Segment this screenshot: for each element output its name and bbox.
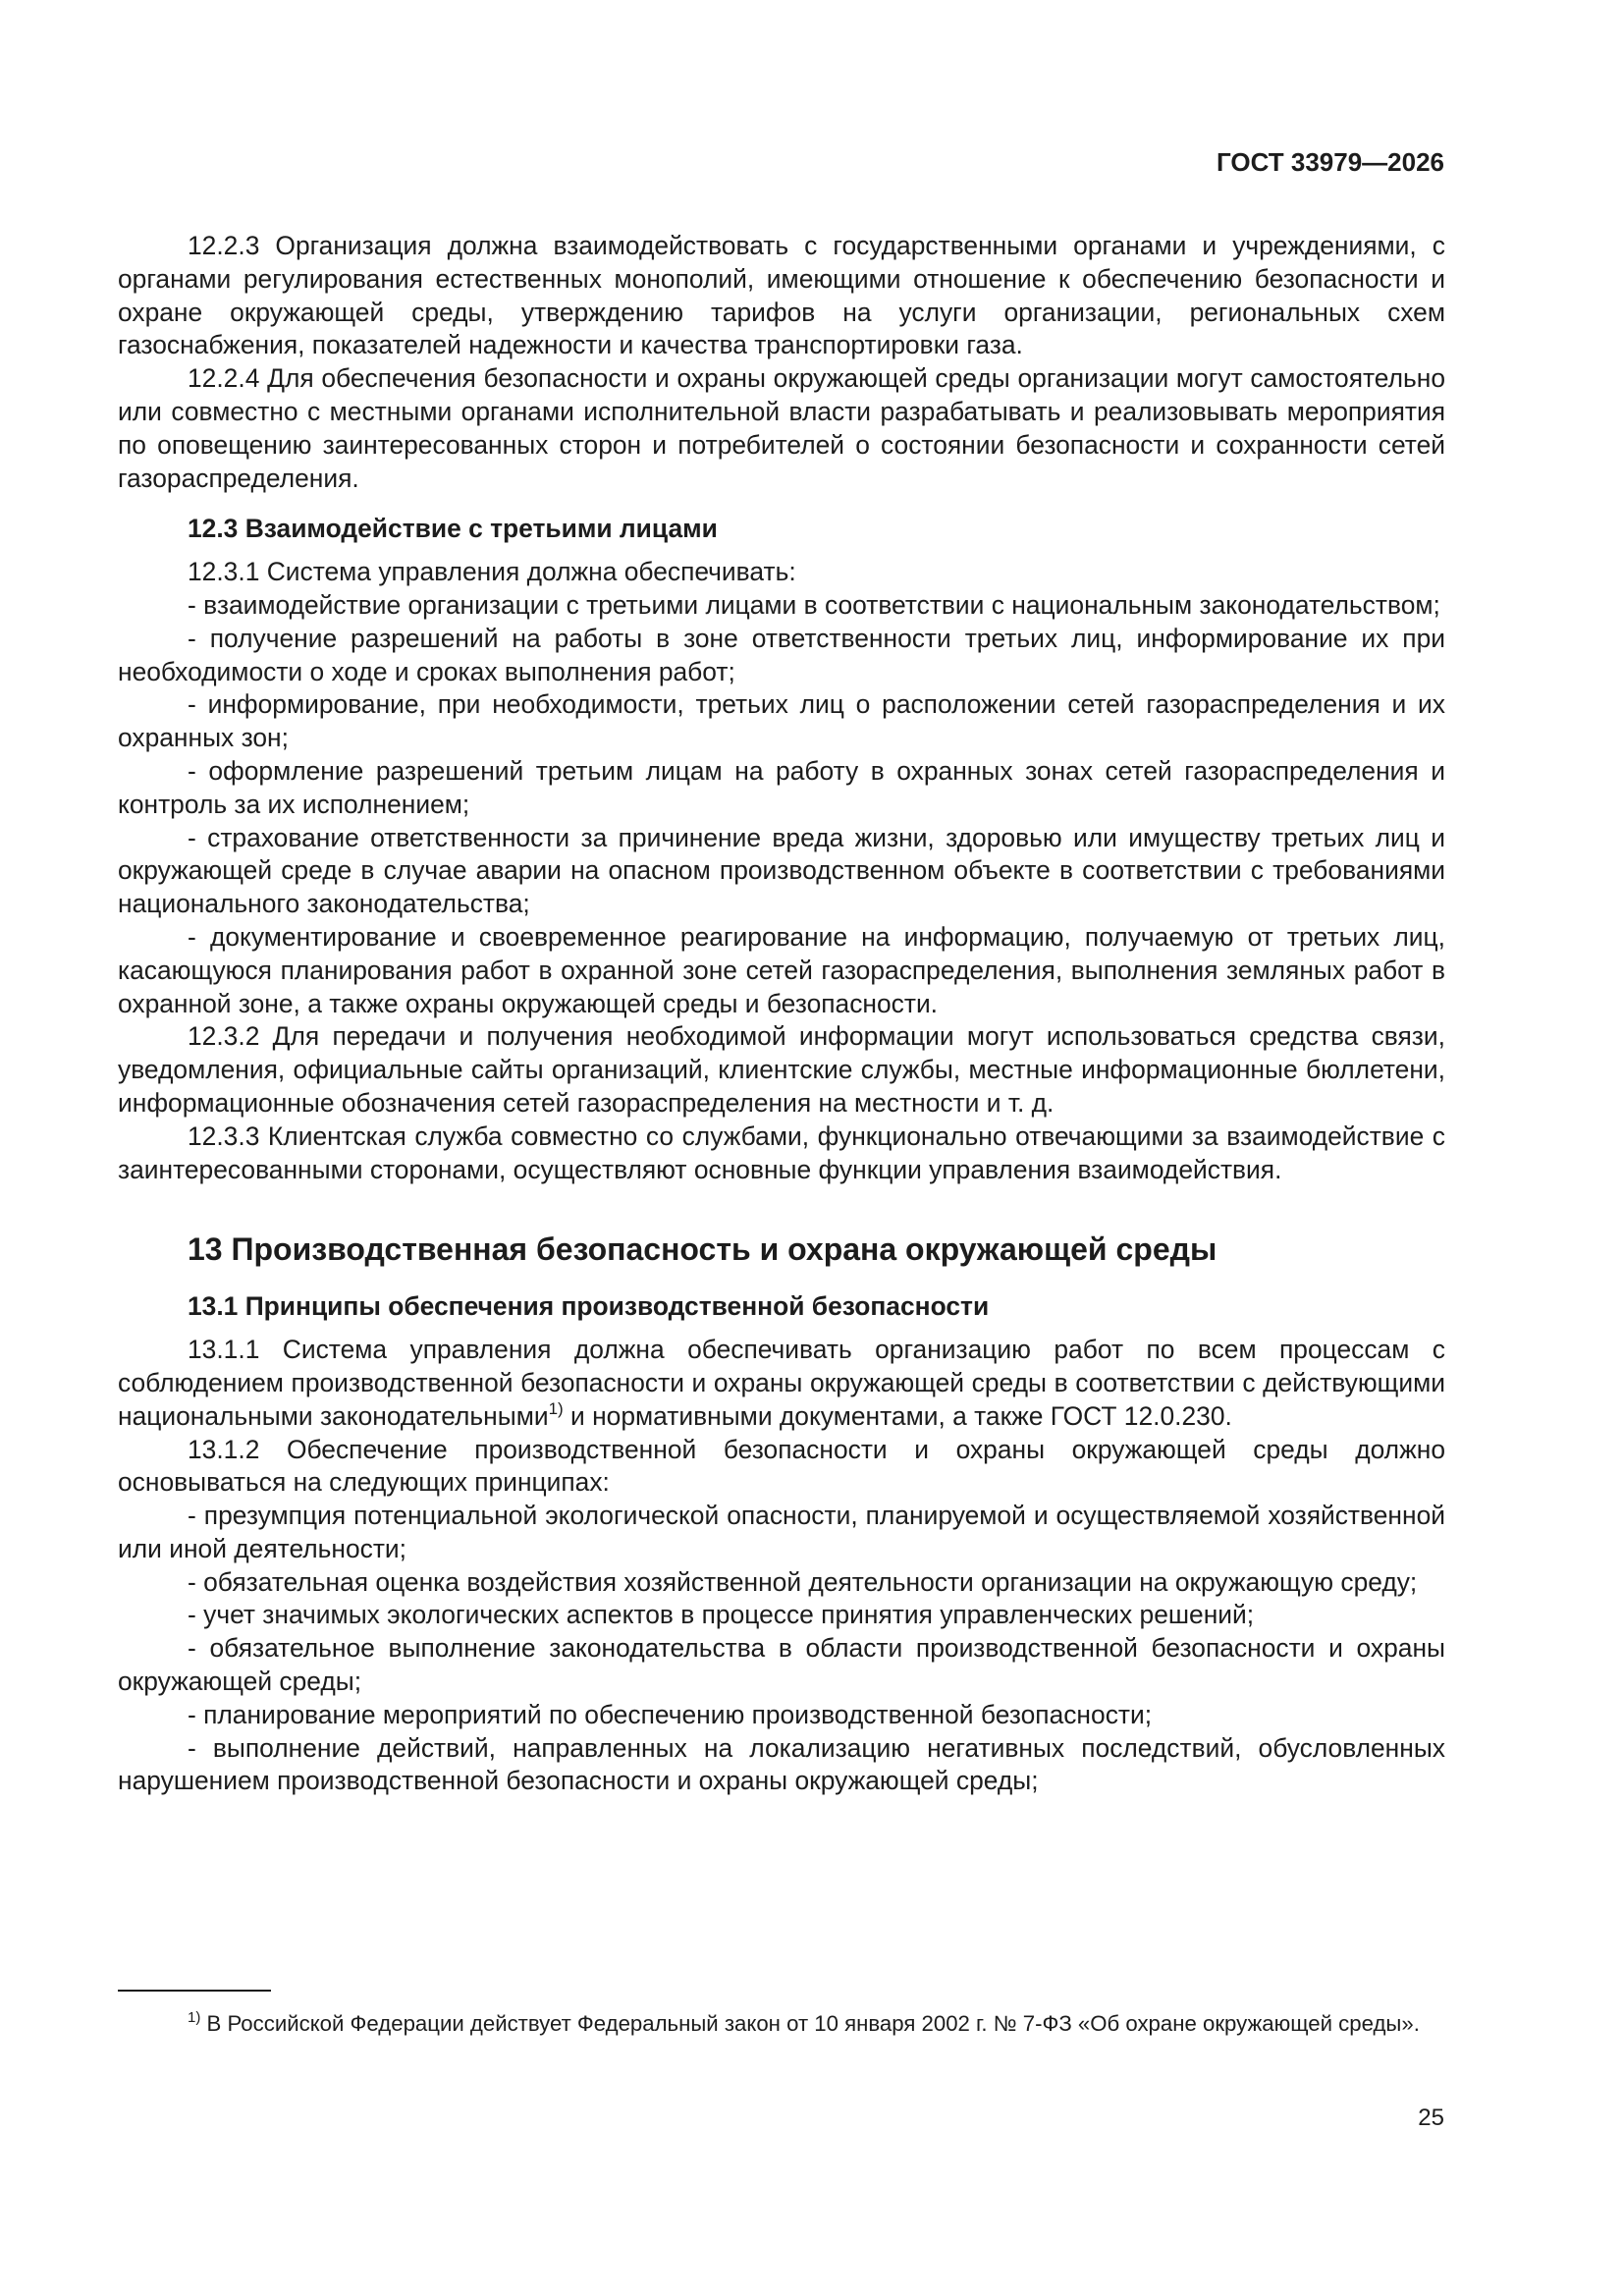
paragraph-12-2-4: 12.2.4 Для обеспечения безопасности и охраны окружающей среды организации могут самостоятельно или совместно с местными органами исполнительной власти разрабатывать и реализовывать мероприятия по оповещению заинтересованных сторон и потребителей о состоянии безопасности и сохранности сетей газораспределения. bbox=[118, 363, 1445, 493]
footnote-reference[interactable]: 1) bbox=[548, 1398, 564, 1418]
paragraph-13-1-1-text-end: и нормативными документами, а также ГОСТ 12.0.230. bbox=[563, 1400, 1232, 1431]
paragraph-12-3-1: 12.3.1 Система управления должна обеспечивать: bbox=[188, 557, 796, 587]
body-text bbox=[118, 230, 1445, 1798]
list-item: - презумпция потенциальной экологической опасности, планируемой и осуществляемой хозяйственной или иной деятельности; bbox=[118, 1501, 1445, 1563]
list-item: - обязательная оценка воздействия хозяйственной деятельности организации на окружающую среду; bbox=[188, 1566, 1418, 1597]
footnote-text bbox=[118, 2009, 1445, 2039]
footnote-marker: 1) bbox=[188, 2009, 201, 2026]
paragraph-13-1-1 bbox=[118, 1334, 1445, 1433]
list-item: - обязательное выполнение законодательства в области производственной безопасности и охраны окружающей среды; bbox=[118, 1633, 1445, 1697]
paragraph-12-3-3: 12.3.3 Клиентская служба совместно со службами, функционально отвечающими за взаимодействие с заинтересованными сторонами, осуществляют основные функции управления взаимодействия. bbox=[118, 1121, 1445, 1184]
document-id: ГОСТ 33979—2026 bbox=[1217, 147, 1444, 177]
list-item: - планирование мероприятий по обеспечению производственной безопасности; bbox=[188, 1699, 1153, 1729]
heading-13-1: 13.1 Принципы обеспечения производственной безопасности bbox=[188, 1291, 990, 1322]
list-item: - документирование и своевременное реагирование на информацию, получаемую от третьих лиц, касающуюся планирования работ в охранной зоне сетей газораспределения, выполнения земляных работ в охранной зоне, а также охраны окружающей среды и безопасности. bbox=[118, 921, 1445, 1018]
paragraph-13-1-1-text: 13.1.1 Система управления должна обеспечивать организацию работ по всем процессам с соблюдением производственной безопасности и охраны окружающей среды в соответствии с действующими национальными законодательными bbox=[118, 1335, 1445, 1431]
list-item: - получение разрешений на работы в зоне ответственности третьих лиц, информирование их при необходимости о ходе и сроках выполнения работ; bbox=[118, 623, 1445, 686]
footnote-body: В Российской Федерации действует Федеральный закон от 10 января 2002 г. № 7-ФЗ «Об охране окружающей среды». bbox=[200, 2011, 1420, 2036]
paragraph-12-3-2: 12.3.2 Для передачи и получения необходимой информации могут использоваться средства связи, уведомления, официальные сайты организаций, клиентские службы, местные информационные бюллетени, информационные обозначения сетей газораспределения на местности и т. д. bbox=[118, 1021, 1445, 1118]
footnote bbox=[118, 2009, 1445, 2039]
list-item: - выполнение действий, направленных на локализацию негативных последствий, обусловленных нарушением производственной безопасности и охраны окружающей среды; bbox=[118, 1732, 1445, 1796]
list-item: - информирование, при необходимости, третьих лиц о расположении сетей газораспределения и их охранных зон; bbox=[118, 689, 1445, 753]
list-item: - страхование ответственности за причинение вреда жизни, здоровью или имуществу третьих лиц и окружающей среде в случае аварии на опасном производственном объекте в соответствии с требованиями национального законодательства; bbox=[118, 822, 1445, 919]
heading-12-3: 12.3 Взаимодействие с третьими лицами bbox=[188, 514, 718, 544]
list-item: - учет значимых экологических аспектов в процессе принятия управленческих решений; bbox=[188, 1600, 1255, 1630]
page-number: 25 bbox=[1418, 2105, 1444, 2131]
list-item: - взаимодействие организации с третьими лицами в соответствии с национальным законодательством; bbox=[188, 589, 1440, 620]
paragraph-12-2-3: 12.2.3 Организация должна взаимодействовать с государственными органами и учреждениями, с органами регулирования естественных монополий, имеющими отношение к обеспечению безопасности и охране окружающей среды, утверждению тарифов на услуги организации, региональных схем газоснабжения, показателей надежности и качества транспортировки газа. bbox=[118, 231, 1445, 360]
footnote-divider bbox=[118, 1990, 271, 1992]
heading-13: 13 Производственная безопасность и охрана окружающей среды bbox=[188, 1231, 1217, 1268]
paragraph-13-1-2: 13.1.2 Обеспечение производственной безопасности и охраны окружающей среды должно основываться на следующих принципах: bbox=[118, 1434, 1445, 1498]
list-item: - оформление разрешений третьим лицам на работу в охранных зонах сетей газораспределения и контроль за их исполнением; bbox=[118, 755, 1445, 819]
